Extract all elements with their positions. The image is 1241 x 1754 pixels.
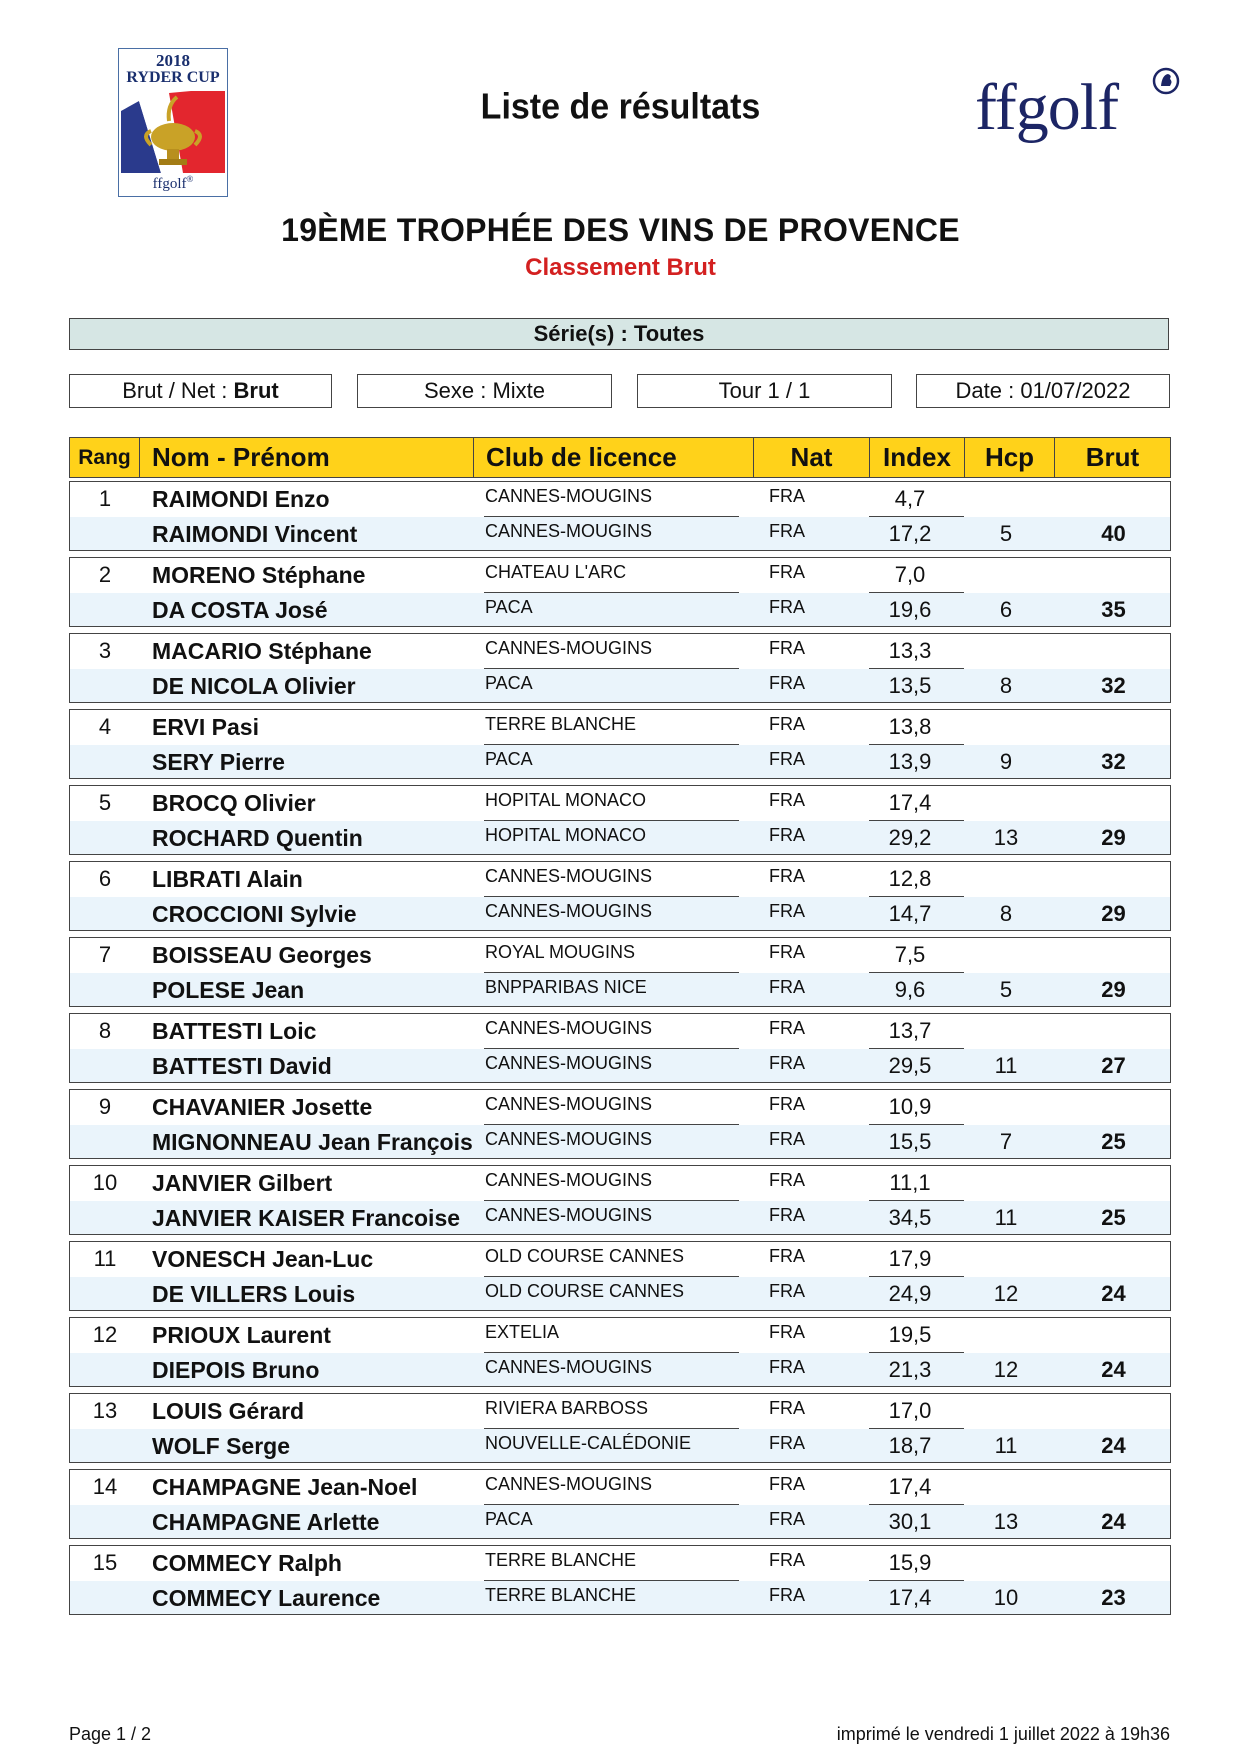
row-divider: [484, 820, 739, 821]
player-name: RAIMONDI Enzo: [152, 486, 330, 512]
result-group: [69, 785, 1171, 855]
player-club: CANNES-MOUGINS: [485, 901, 653, 921]
team-brut: 23: [1101, 1585, 1126, 1610]
rank: 4: [98, 714, 112, 739]
player-name: CROCCIONI Sylvie: [152, 901, 357, 927]
team-brut: 40: [1101, 521, 1126, 546]
row-divider: [484, 744, 739, 745]
player-club: CANNES-MOUGINS: [485, 1053, 653, 1073]
team-hcp: 8: [999, 901, 1013, 926]
player-name: MORENO Stéphane: [152, 562, 366, 588]
result-group: [69, 861, 1171, 931]
player-name: ERVI Pasi: [152, 714, 259, 740]
player-nat: FRA: [769, 1550, 805, 1570]
player-index: 17,9: [888, 1246, 932, 1271]
row-divider: [869, 592, 964, 593]
player-name: JANVIER Gilbert: [152, 1170, 333, 1196]
brut-net-value: Brut: [233, 378, 279, 403]
player-nat: FRA: [769, 562, 805, 582]
team-hcp: 6: [999, 597, 1013, 622]
team-brut: 24: [1101, 1509, 1126, 1534]
row-divider: [484, 592, 739, 593]
ryder-cup-year: 2018: [156, 51, 190, 70]
player-club: CANNES-MOUGINS: [485, 1129, 653, 1149]
player-index: 10,9: [888, 1094, 932, 1119]
row-divider: [869, 1428, 964, 1429]
team-hcp: 5: [999, 977, 1013, 1002]
player-nat: FRA: [769, 486, 805, 506]
player-index: 13,8: [888, 714, 932, 739]
player-nat: FRA: [769, 1433, 805, 1453]
player-club: CANNES-MOUGINS: [485, 638, 653, 658]
player-name: CHAMPAGNE Arlette: [152, 1509, 380, 1535]
player-club: CANNES-MOUGINS: [485, 521, 653, 541]
row-divider: [484, 1200, 739, 1201]
result-group: [69, 1241, 1171, 1311]
player-name: JANVIER KAISER Francoise: [152, 1205, 461, 1231]
ryder-cup-name: RYDER CUP: [126, 69, 220, 86]
team-brut: 24: [1101, 1433, 1126, 1458]
team-brut: 27: [1101, 1053, 1126, 1078]
row-divider: [869, 972, 964, 973]
rank: 2: [98, 562, 112, 587]
player-name: POLESE Jean: [152, 977, 305, 1003]
player-name: COMMECY Ralph: [152, 1550, 342, 1576]
player-club: PACA: [485, 749, 533, 769]
player-index: 34,5: [888, 1205, 932, 1230]
result-group: [69, 557, 1171, 627]
row-divider: [869, 1352, 964, 1353]
team-hcp: 10: [993, 1585, 1019, 1610]
team-hcp: 12: [993, 1357, 1019, 1382]
player-index: 30,1: [888, 1509, 932, 1534]
team-hcp: 11: [994, 1205, 1018, 1230]
rank: 5: [98, 790, 112, 815]
team-hcp: 13: [993, 825, 1019, 850]
player-name: LOUIS Gérard: [152, 1398, 305, 1424]
player-name: DE NICOLA Olivier: [152, 673, 356, 699]
player-index: 9,6: [894, 977, 926, 1002]
player-index: 29,5: [888, 1053, 932, 1078]
player-name: COMMECY Laurence: [152, 1585, 381, 1611]
team-brut: 25: [1101, 1129, 1126, 1154]
player-nat: FRA: [769, 790, 805, 810]
player-index: 12,8: [888, 866, 932, 891]
player-index: 17,2: [888, 521, 932, 546]
document-title: Liste de résultats: [480, 87, 761, 127]
result-group: [69, 1545, 1171, 1615]
row-divider: [869, 1276, 964, 1277]
player-nat: FRA: [769, 521, 805, 541]
team-hcp: 13: [993, 1509, 1019, 1534]
row-divider: [484, 668, 739, 669]
player-name: DE VILLERS Louis: [152, 1281, 356, 1307]
player-club: BNPPARIBAS NICE: [485, 977, 647, 997]
team-hcp: 12: [993, 1281, 1019, 1306]
team-brut: 24: [1101, 1357, 1126, 1382]
player-club: PACA: [485, 1509, 533, 1529]
player-nat: FRA: [769, 1281, 805, 1301]
player-index: 13,3: [888, 638, 932, 663]
team-hcp: 11: [994, 1433, 1018, 1458]
result-group: [69, 1393, 1171, 1463]
row-divider: [869, 1580, 964, 1581]
rank: 3: [98, 638, 112, 663]
player-nat: FRA: [769, 825, 805, 845]
player-nat: FRA: [769, 638, 805, 658]
player-nat: FRA: [769, 901, 805, 921]
row-divider: [869, 516, 964, 517]
result-group: [69, 1317, 1171, 1387]
player-club: CANNES-MOUGINS: [485, 1018, 653, 1038]
player-index: 4,7: [894, 486, 926, 511]
player-club: ROYAL MOUGINS: [485, 942, 636, 962]
player-nat: FRA: [769, 1129, 805, 1149]
row-divider: [484, 896, 739, 897]
row-divider: [869, 1048, 964, 1049]
row-divider: [484, 1124, 739, 1125]
player-index: 14,7: [888, 901, 932, 926]
sexe-box: Sexe : Mixte: [357, 374, 612, 408]
player-nat: FRA: [769, 942, 805, 962]
player-index: 13,5: [888, 673, 932, 698]
player-index: 18,7: [888, 1433, 932, 1458]
player-nat: FRA: [769, 1170, 805, 1190]
col-index: Index: [870, 438, 965, 477]
result-group: [69, 633, 1171, 703]
player-nat: FRA: [769, 749, 805, 769]
col-club: Club de licence: [474, 438, 754, 477]
team-brut: 25: [1101, 1205, 1126, 1230]
row-divider: [484, 1504, 739, 1505]
team-brut: 29: [1101, 977, 1126, 1002]
rank: 14: [92, 1474, 118, 1499]
player-club: PACA: [485, 673, 533, 693]
team-brut: 32: [1101, 749, 1126, 774]
player-nat: FRA: [769, 866, 805, 886]
page-number: Page 1 / 2: [69, 1724, 152, 1744]
row-divider: [484, 516, 739, 517]
player-club: HOPITAL MONACO: [485, 825, 647, 845]
player-club: TERRE BLANCHE: [485, 714, 637, 734]
player-index: 17,4: [888, 1585, 932, 1610]
player-index: 13,7: [888, 1018, 932, 1043]
team-brut: 29: [1101, 825, 1126, 850]
team-hcp: 5: [999, 521, 1013, 546]
col-nom: Nom - Prénom: [140, 438, 474, 477]
player-nat: FRA: [769, 1398, 805, 1418]
player-club: CANNES-MOUGINS: [485, 1094, 653, 1114]
player-name: CHAVANIER Josette: [152, 1094, 373, 1120]
player-index: 13,9: [888, 749, 932, 774]
player-club: OLD COURSE CANNES: [485, 1281, 685, 1301]
team-hcp: 7: [999, 1129, 1013, 1154]
player-nat: FRA: [769, 1246, 805, 1266]
player-name: ROCHARD Quentin: [152, 825, 363, 851]
rank: 13: [92, 1398, 118, 1423]
player-index: 7,5: [894, 942, 926, 967]
printed-timestamp: imprimé le vendredi 1 juillet 2022 à 19h36: [836, 1724, 1170, 1744]
player-club: TERRE BLANCHE: [485, 1550, 637, 1570]
player-nat: FRA: [769, 1018, 805, 1038]
rank: 15: [92, 1550, 118, 1575]
row-divider: [869, 744, 964, 745]
rank: 9: [98, 1094, 112, 1119]
col-nat: Nat: [754, 438, 870, 477]
col-hcp: Hcp: [965, 438, 1055, 477]
result-group: [69, 1089, 1171, 1159]
row-divider: [484, 1276, 739, 1277]
player-name: WOLF Serge: [152, 1433, 291, 1459]
rank: 12: [92, 1322, 118, 1347]
team-hcp: 11: [994, 1053, 1018, 1078]
player-nat: FRA: [769, 673, 805, 693]
player-index: 17,4: [888, 790, 932, 815]
rank: 6: [98, 866, 112, 891]
player-index: 24,9: [888, 1281, 932, 1306]
rank: 11: [93, 1246, 117, 1271]
player-index: 19,5: [888, 1322, 932, 1347]
player-name: BROCQ Olivier: [152, 790, 316, 816]
player-club: CANNES-MOUGINS: [485, 1474, 653, 1494]
result-group: [69, 481, 1171, 551]
team-hcp: 9: [999, 749, 1013, 774]
result-group: [69, 1013, 1171, 1083]
player-index: 15,9: [888, 1550, 932, 1575]
rank: 7: [98, 942, 112, 967]
player-club: CANNES-MOUGINS: [485, 486, 653, 506]
player-club: CANNES-MOUGINS: [485, 1357, 653, 1377]
player-club: CANNES-MOUGINS: [485, 1170, 653, 1190]
row-divider: [484, 1352, 739, 1353]
player-club: CHATEAU L'ARC: [485, 562, 627, 582]
player-nat: FRA: [769, 1094, 805, 1114]
player-index: 11,1: [889, 1170, 931, 1195]
player-nat: FRA: [769, 1205, 805, 1225]
player-club: NOUVELLE-CALÉDONIE: [485, 1433, 692, 1453]
player-name: LIBRATI Alain: [152, 866, 303, 892]
player-name: VONESCH Jean-Luc: [152, 1246, 374, 1272]
rank: 8: [98, 1018, 112, 1043]
player-name: SERY Pierre: [152, 749, 285, 775]
row-divider: [869, 1124, 964, 1125]
player-name: CHAMPAGNE Jean-Noel: [152, 1474, 418, 1500]
col-brut: Brut: [1085, 442, 1140, 472]
result-group: [69, 709, 1171, 779]
player-nat: FRA: [769, 714, 805, 734]
player-name: DIEPOIS Bruno: [152, 1357, 320, 1383]
player-nat: FRA: [769, 1585, 805, 1605]
player-index: 19,6: [888, 597, 932, 622]
player-name: MIGNONNEAU Jean François: [152, 1129, 473, 1155]
player-name: DA COSTA José: [152, 597, 328, 623]
series-bar: Série(s) : Toutes: [69, 318, 1169, 350]
team-hcp: 8: [999, 673, 1013, 698]
brut-net-label: Brut / Net :: [122, 378, 234, 403]
player-nat: FRA: [769, 977, 805, 997]
player-index: 17,0: [888, 1398, 932, 1423]
player-index: 15,5: [888, 1129, 932, 1154]
rank: 1: [98, 486, 112, 511]
player-index: 17,4: [888, 1474, 932, 1499]
player-club: OLD COURSE CANNES: [485, 1246, 685, 1266]
team-brut: 24: [1101, 1281, 1126, 1306]
player-nat: FRA: [769, 1322, 805, 1342]
player-club: PACA: [485, 597, 533, 617]
col-rang: Rang: [70, 438, 140, 477]
player-club: CANNES-MOUGINS: [485, 866, 653, 886]
date-box: Date : 01/07/2022: [916, 374, 1170, 408]
row-divider: [484, 972, 739, 973]
rank: 10: [92, 1170, 118, 1195]
player-club: EXTELIA: [485, 1322, 560, 1342]
row-divider: [869, 1200, 964, 1201]
player-name: BATTESTI David: [152, 1053, 332, 1079]
player-index: 7,0: [894, 562, 926, 587]
player-nat: FRA: [769, 1053, 805, 1073]
player-nat: FRA: [769, 1357, 805, 1377]
team-brut: 29: [1101, 901, 1126, 926]
tour-box: Tour 1 / 1: [637, 374, 892, 408]
player-name: PRIOUX Laurent: [152, 1322, 331, 1348]
team-brut: 35: [1101, 597, 1126, 622]
player-name: BATTESTI Loic: [152, 1018, 317, 1044]
player-index: 29,2: [888, 825, 932, 850]
row-divider: [869, 668, 964, 669]
result-group: [69, 1165, 1171, 1235]
player-nat: FRA: [769, 1474, 805, 1494]
player-name: RAIMONDI Vincent: [152, 521, 358, 547]
result-group: [69, 1469, 1171, 1539]
results-table-header: [69, 437, 1171, 478]
row-divider: [869, 1504, 964, 1505]
row-divider: [869, 820, 964, 821]
player-nat: FRA: [769, 1509, 805, 1529]
player-club: CANNES-MOUGINS: [485, 1205, 653, 1225]
competition-title: 19ÈME TROPHÉE DES VINS DE PROVENCE: [281, 212, 960, 248]
player-club: TERRE BLANCHE: [485, 1585, 637, 1605]
row-divider: [484, 1428, 739, 1429]
player-nat: FRA: [769, 597, 805, 617]
ffgolf-logo-text: ffgolf: [975, 71, 1119, 144]
row-divider: [484, 1580, 739, 1581]
result-group: [69, 937, 1171, 1007]
brut-net-box: [69, 374, 332, 408]
player-name: MACARIO Stéphane: [152, 638, 372, 664]
player-club: RIVIERA BARBOSS: [485, 1398, 649, 1418]
player-index: 21,3: [888, 1357, 932, 1382]
team-brut: 32: [1101, 673, 1126, 698]
ryder-cup-brand: ffgolf®: [152, 174, 194, 192]
row-divider: [869, 896, 964, 897]
player-club: HOPITAL MONACO: [485, 790, 647, 810]
player-name: BOISSEAU Georges: [152, 942, 372, 968]
classement-subtitle: Classement Brut: [525, 254, 716, 281]
row-divider: [484, 1048, 739, 1049]
